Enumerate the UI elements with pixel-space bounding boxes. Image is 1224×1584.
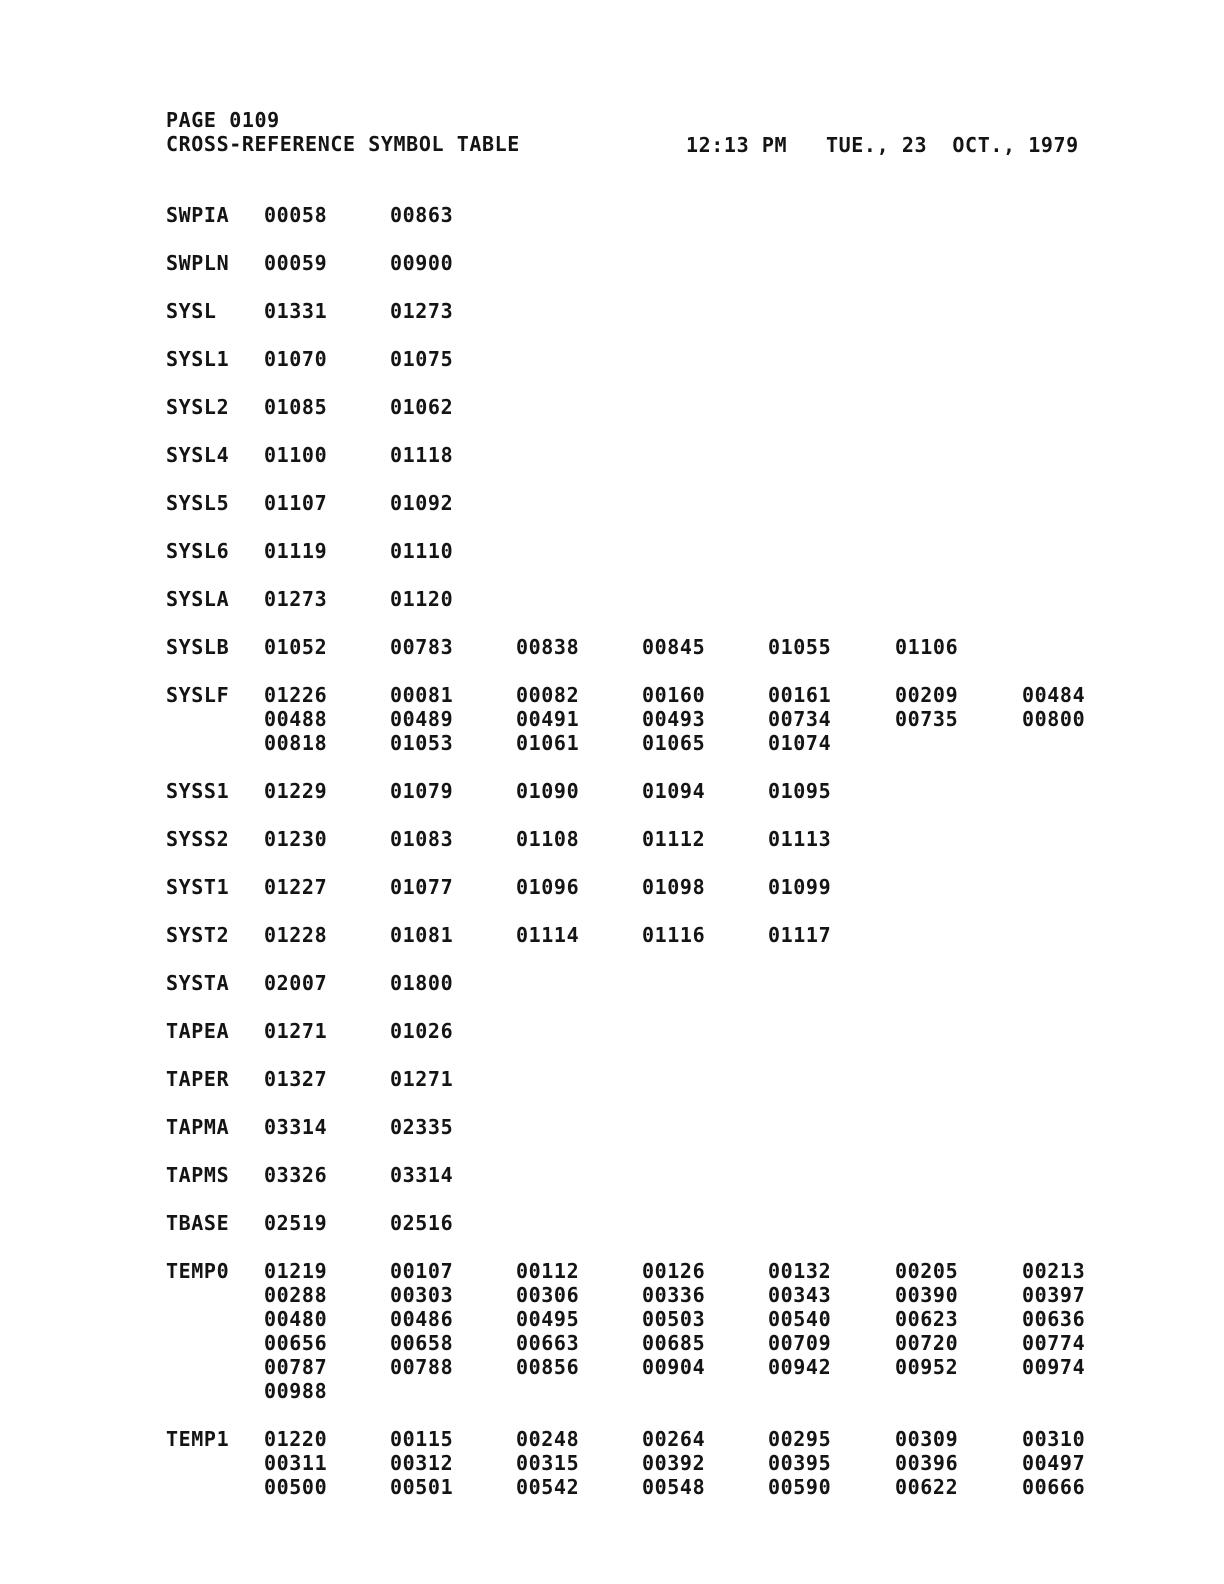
reference-line-number: 00783 bbox=[390, 635, 454, 659]
reference-line-number: 01273 bbox=[390, 299, 454, 323]
reference-line-number: 00787 bbox=[264, 1355, 328, 1379]
reference-line-number: 00904 bbox=[642, 1355, 706, 1379]
reference-line-number: 00942 bbox=[768, 1355, 832, 1379]
reference-line-number: 00856 bbox=[516, 1355, 580, 1379]
symbol-value: 00058 bbox=[264, 203, 328, 227]
symbol-value: 01271 bbox=[264, 1019, 328, 1043]
reference-line-number: 01271 bbox=[390, 1067, 454, 1091]
reference-line-number: 00952 bbox=[895, 1355, 959, 1379]
reference-line-number: 00486 bbox=[390, 1307, 454, 1331]
symbol-name: TEMP0 bbox=[166, 1259, 230, 1283]
reference-line-number: 00542 bbox=[516, 1475, 580, 1499]
symbol-name: SYSS2 bbox=[166, 827, 230, 851]
reference-line-number: 00495 bbox=[516, 1307, 580, 1331]
reference-line-number: 00082 bbox=[516, 683, 580, 707]
reference-line-number: 01099 bbox=[768, 875, 832, 899]
symbol-value: 01100 bbox=[264, 443, 328, 467]
reference-line-number: 00685 bbox=[642, 1331, 706, 1355]
symbol-name: TAPMA bbox=[166, 1115, 230, 1139]
reference-line-number: 01118 bbox=[390, 443, 454, 467]
reference-line-number: 01117 bbox=[768, 923, 832, 947]
reference-line-number: 00709 bbox=[768, 1331, 832, 1355]
symbol-value: 01229 bbox=[264, 779, 328, 803]
symbol-name: SYSL6 bbox=[166, 539, 230, 563]
reference-line-number: 01055 bbox=[768, 635, 832, 659]
reference-line-number: 00480 bbox=[264, 1307, 328, 1331]
reference-line-number: 01094 bbox=[642, 779, 706, 803]
symbol-value: 01228 bbox=[264, 923, 328, 947]
reference-line-number: 00112 bbox=[516, 1259, 580, 1283]
reference-line-number: 00622 bbox=[895, 1475, 959, 1499]
reference-line-number: 00489 bbox=[390, 707, 454, 731]
reference-line-number: 01110 bbox=[390, 539, 454, 563]
symbol-value: 01220 bbox=[264, 1427, 328, 1451]
reference-line-number: 01095 bbox=[768, 779, 832, 803]
symbol-name: SWPIA bbox=[166, 203, 230, 227]
symbol-name: TAPER bbox=[166, 1067, 230, 1091]
reference-line-number: 00863 bbox=[390, 203, 454, 227]
reference-line-number: 00788 bbox=[390, 1355, 454, 1379]
reference-line-number: 00303 bbox=[390, 1283, 454, 1307]
symbol-value: 01227 bbox=[264, 875, 328, 899]
reference-line-number: 01077 bbox=[390, 875, 454, 899]
reference-line-number: 00160 bbox=[642, 683, 706, 707]
reference-line-number: 00310 bbox=[1022, 1427, 1086, 1451]
symbol-name: SYST2 bbox=[166, 923, 230, 947]
reference-line-number: 00491 bbox=[516, 707, 580, 731]
reference-line-number: 00395 bbox=[768, 1451, 832, 1475]
reference-line-number: 00497 bbox=[1022, 1451, 1086, 1475]
reference-line-number: 01092 bbox=[390, 491, 454, 515]
reference-line-number: 00396 bbox=[895, 1451, 959, 1475]
page-number: PAGE 0109 bbox=[166, 108, 280, 132]
reference-line-number: 00818 bbox=[264, 731, 328, 755]
reference-line-number: 00311 bbox=[264, 1451, 328, 1475]
symbol-value: 03314 bbox=[264, 1115, 328, 1139]
reference-line-number: 00213 bbox=[1022, 1259, 1086, 1283]
reference-line-number: 01113 bbox=[768, 827, 832, 851]
symbol-name: TAPMS bbox=[166, 1163, 230, 1187]
reference-line-number: 00734 bbox=[768, 707, 832, 731]
symbol-value: 01070 bbox=[264, 347, 328, 371]
reference-line-number: 00288 bbox=[264, 1283, 328, 1307]
reference-line-number: 00315 bbox=[516, 1451, 580, 1475]
symbol-name: SYSLF bbox=[166, 683, 230, 707]
reference-line-number: 00295 bbox=[768, 1427, 832, 1451]
symbol-value: 01052 bbox=[264, 635, 328, 659]
symbol-name: SYSL2 bbox=[166, 395, 230, 419]
symbol-value: 01327 bbox=[264, 1067, 328, 1091]
reference-line-number: 00115 bbox=[390, 1427, 454, 1451]
symbol-name: SWPLN bbox=[166, 251, 230, 275]
reference-line-number: 01108 bbox=[516, 827, 580, 851]
reference-line-number: 00392 bbox=[642, 1451, 706, 1475]
reference-line-number: 02335 bbox=[390, 1115, 454, 1139]
reference-line-number: 00774 bbox=[1022, 1331, 1086, 1355]
symbol-value: 01331 bbox=[264, 299, 328, 323]
reference-line-number: 00132 bbox=[768, 1259, 832, 1283]
reference-line-number: 00663 bbox=[516, 1331, 580, 1355]
reference-line-number: 00493 bbox=[642, 707, 706, 731]
symbol-name: TBASE bbox=[166, 1211, 230, 1235]
reference-line-number: 00503 bbox=[642, 1307, 706, 1331]
reference-line-number: 01074 bbox=[768, 731, 832, 755]
reference-line-number: 00838 bbox=[516, 635, 580, 659]
print-time: 12:13 PM bbox=[686, 133, 788, 157]
reference-line-number: 01079 bbox=[390, 779, 454, 803]
reference-line-number: 00636 bbox=[1022, 1307, 1086, 1331]
reference-line-number: 00248 bbox=[516, 1427, 580, 1451]
symbol-value: 01273 bbox=[264, 587, 328, 611]
reference-line-number: 03314 bbox=[390, 1163, 454, 1187]
reference-line-number: 01083 bbox=[390, 827, 454, 851]
symbol-value: 01219 bbox=[264, 1259, 328, 1283]
reference-line-number: 01800 bbox=[390, 971, 454, 995]
reference-line-number: 01081 bbox=[390, 923, 454, 947]
reference-line-number: 00720 bbox=[895, 1331, 959, 1355]
reference-line-number: 00501 bbox=[390, 1475, 454, 1499]
symbol-value: 02007 bbox=[264, 971, 328, 995]
reference-line-number: 00343 bbox=[768, 1283, 832, 1307]
reference-line-number: 01090 bbox=[516, 779, 580, 803]
reference-line-number: 01053 bbox=[390, 731, 454, 755]
reference-line-number: 01062 bbox=[390, 395, 454, 419]
symbol-name: TEMP1 bbox=[166, 1427, 230, 1451]
symbol-name: SYSS1 bbox=[166, 779, 230, 803]
reference-line-number: 00264 bbox=[642, 1427, 706, 1451]
reference-line-number: 00484 bbox=[1022, 683, 1086, 707]
reference-line-number: 00161 bbox=[768, 683, 832, 707]
reference-line-number: 01026 bbox=[390, 1019, 454, 1043]
reference-line-number: 01096 bbox=[516, 875, 580, 899]
reference-line-number: 01120 bbox=[390, 587, 454, 611]
reference-line-number: 02516 bbox=[390, 1211, 454, 1235]
symbol-name: SYST1 bbox=[166, 875, 230, 899]
symbol-value: 01230 bbox=[264, 827, 328, 851]
symbol-name: SYSL bbox=[166, 299, 217, 323]
reference-line-number: 00397 bbox=[1022, 1283, 1086, 1307]
reference-line-number: 00306 bbox=[516, 1283, 580, 1307]
symbol-name: SYSLA bbox=[166, 587, 230, 611]
symbol-name: SYSL5 bbox=[166, 491, 230, 515]
reference-line-number: 00500 bbox=[264, 1475, 328, 1499]
symbol-value: 01085 bbox=[264, 395, 328, 419]
symbol-name: SYSL1 bbox=[166, 347, 230, 371]
symbol-name: SYSL4 bbox=[166, 443, 230, 467]
reference-line-number: 00658 bbox=[390, 1331, 454, 1355]
reference-line-number: 00988 bbox=[264, 1379, 328, 1403]
reference-line-number: 01061 bbox=[516, 731, 580, 755]
reference-line-number: 01106 bbox=[895, 635, 959, 659]
reference-line-number: 00390 bbox=[895, 1283, 959, 1307]
reference-line-number: 00540 bbox=[768, 1307, 832, 1331]
symbol-name: SYSLB bbox=[166, 635, 230, 659]
reference-line-number: 00312 bbox=[390, 1451, 454, 1475]
reference-line-number: 00309 bbox=[895, 1427, 959, 1451]
reference-line-number: 00623 bbox=[895, 1307, 959, 1331]
page-title: CROSS-REFERENCE SYMBOL TABLE bbox=[166, 132, 520, 156]
reference-line-number: 00845 bbox=[642, 635, 706, 659]
reference-line-number: 01098 bbox=[642, 875, 706, 899]
reference-line-number: 01065 bbox=[642, 731, 706, 755]
symbol-value: 01226 bbox=[264, 683, 328, 707]
print-date: TUE., 23 OCT., 1979 bbox=[826, 133, 1079, 157]
symbol-value: 00059 bbox=[264, 251, 328, 275]
reference-line-number: 00107 bbox=[390, 1259, 454, 1283]
symbol-value: 03326 bbox=[264, 1163, 328, 1187]
symbol-name: TAPEA bbox=[166, 1019, 230, 1043]
reference-line-number: 00656 bbox=[264, 1331, 328, 1355]
symbol-value: 01107 bbox=[264, 491, 328, 515]
reference-line-number: 01116 bbox=[642, 923, 706, 947]
reference-line-number: 00126 bbox=[642, 1259, 706, 1283]
reference-line-number: 01075 bbox=[390, 347, 454, 371]
reference-line-number: 00800 bbox=[1022, 707, 1086, 731]
reference-line-number: 01112 bbox=[642, 827, 706, 851]
symbol-name: SYSTA bbox=[166, 971, 230, 995]
symbol-value: 02519 bbox=[264, 1211, 328, 1235]
reference-line-number: 00974 bbox=[1022, 1355, 1086, 1379]
reference-line-number: 00666 bbox=[1022, 1475, 1086, 1499]
reference-line-number: 00548 bbox=[642, 1475, 706, 1499]
reference-line-number: 00081 bbox=[390, 683, 454, 707]
reference-line-number: 00336 bbox=[642, 1283, 706, 1307]
reference-line-number: 00590 bbox=[768, 1475, 832, 1499]
reference-line-number: 00735 bbox=[895, 707, 959, 731]
reference-line-number: 01114 bbox=[516, 923, 580, 947]
reference-line-number: 00209 bbox=[895, 683, 959, 707]
reference-line-number: 00205 bbox=[895, 1259, 959, 1283]
reference-line-number: 00900 bbox=[390, 251, 454, 275]
reference-line-number: 00488 bbox=[264, 707, 328, 731]
symbol-value: 01119 bbox=[264, 539, 328, 563]
